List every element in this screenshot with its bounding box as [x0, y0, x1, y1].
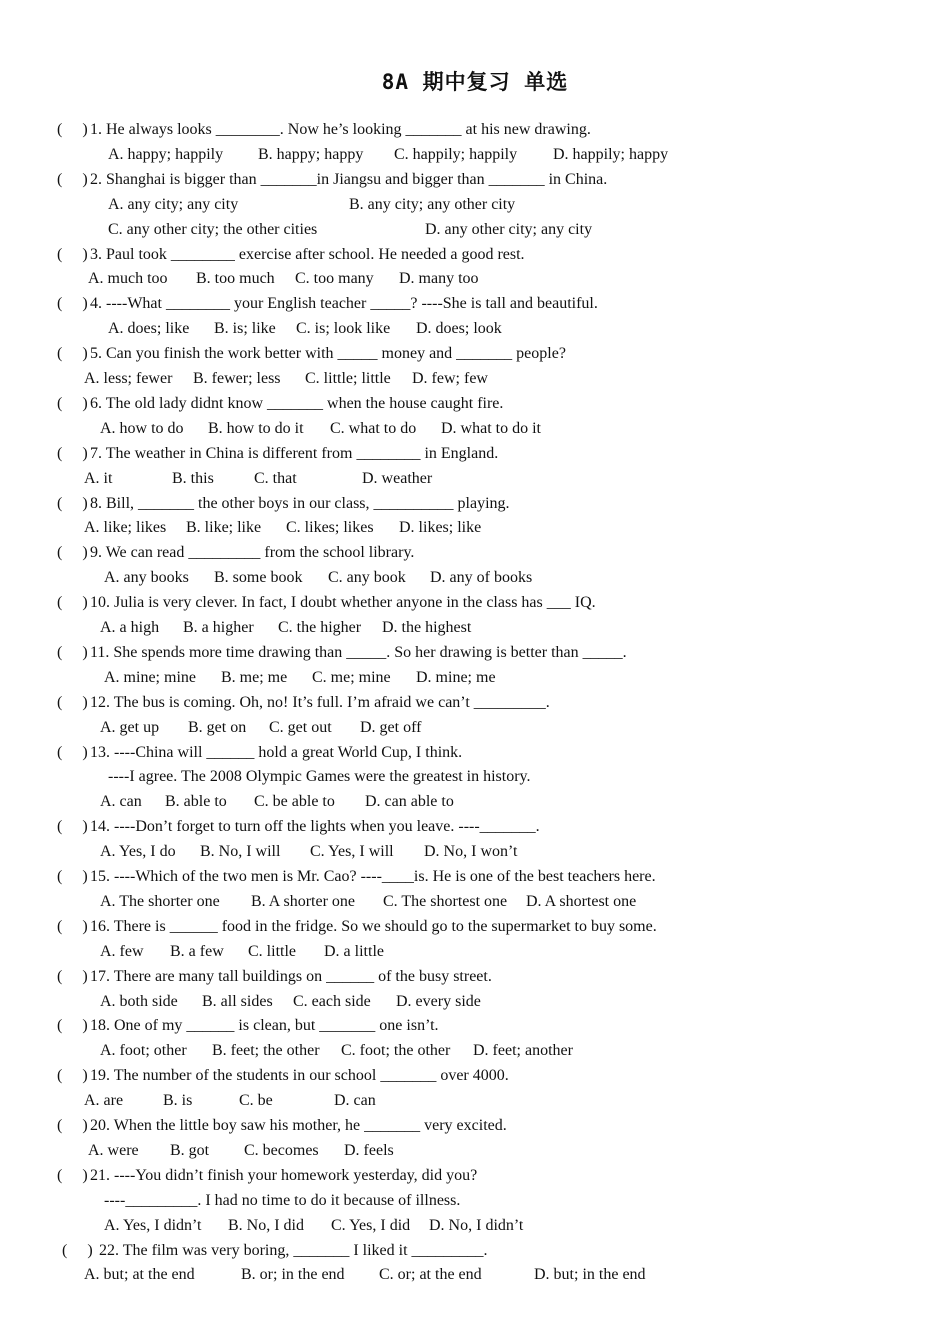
answer-option: A. Yes, I didn’t [104, 1216, 202, 1234]
question-text: 17. There are many tall buildings on ______ of the busy street. [90, 967, 492, 985]
question-text: 18. One of my ______ is clean, but _______ one isn’t. [90, 1017, 439, 1035]
answer-blank[interactable]: ( ) [57, 967, 88, 985]
answer-option: D. any other city; any city [425, 220, 593, 238]
answer-option: B. No, I did [228, 1216, 304, 1234]
answer-option: D. any of books [430, 569, 533, 587]
answer-option: B. this [172, 469, 214, 487]
answer-blank[interactable]: ( ) [57, 394, 88, 412]
answer-blank[interactable]: ( ) [57, 295, 88, 313]
answer-option: A. less; fewer [84, 370, 173, 387]
answer-option: C. Yes, I did [331, 1216, 411, 1234]
answer-option: ----I agree. The 2008 Olympic Games were the greatest in history. [108, 768, 531, 786]
answer-option: D. mine; me [416, 668, 496, 686]
answer-option: C. little; little [305, 370, 391, 387]
answer-option: C. is; look like [296, 320, 391, 338]
answer-option: D. does; look [416, 320, 502, 338]
answer-option: A. both side [100, 992, 178, 1010]
answer-option: C. that [254, 469, 297, 487]
answer-option: D. can able to [365, 793, 454, 811]
question-text: 11. She spends more time drawing than _____. So her drawing is better than _____. [90, 643, 627, 661]
answer-blank[interactable]: ( ) [62, 1241, 93, 1259]
answer-option: A. get up [100, 718, 160, 736]
answer-option: B. me; me [221, 668, 288, 686]
question-text: 16. There is ______ food in the fridge. So we should go to the supermarket to buy some. [90, 917, 657, 935]
answer-blank[interactable]: ( ) [57, 693, 88, 711]
answer-option: B. like; like [186, 519, 262, 537]
answer-option: B. how to do it [208, 419, 304, 437]
answer-option: D. No, I didn’t [429, 1216, 524, 1234]
answer-option: B. some book [214, 569, 303, 587]
answer-option: A. few [100, 942, 144, 960]
answer-blank[interactable]: ( ) [57, 643, 88, 661]
answer-option: A. Yes, I do [100, 843, 176, 861]
answer-option: D. a little [324, 942, 384, 960]
answer-blank[interactable]: ( ) [57, 245, 88, 263]
answer-option: A. are [84, 1092, 124, 1110]
answer-option: D. likes; like [399, 519, 482, 537]
question-text: 6. The old lady didnt know _______ when the house caught fire. [90, 394, 504, 412]
answer-option: C. each side [293, 992, 371, 1010]
question-text: 12. The bus is coming. Oh, no! It’s full. I’m afraid we can’t _________. [90, 693, 550, 711]
answer-option: A. happy; happily [108, 145, 224, 163]
answer-option: A. a high [100, 619, 160, 636]
answer-option: B. is; like [214, 320, 276, 338]
answer-option: C. what to do [330, 419, 417, 437]
answer-blank[interactable]: ( ) [57, 1117, 88, 1134]
answer-option: A. much too [88, 270, 168, 288]
answer-option: B. or; in the end [241, 1266, 345, 1284]
answer-option: ----_________. I had no time to do it because of illness. [104, 1191, 461, 1209]
answer-option: C. The shortest one [383, 892, 508, 910]
answer-option: A. were [88, 1141, 139, 1159]
answer-option: B. able to [165, 793, 227, 811]
answer-option: C. get out [269, 718, 332, 736]
answer-option: A. how to do [100, 419, 184, 437]
answer-option: C. the higher [278, 619, 362, 636]
question-text: 3. Paul took ________ exercise after school. He needed a good rest. [90, 245, 525, 263]
answer-option: D. what to do it [441, 419, 541, 437]
answer-option: C. little [248, 942, 296, 960]
answer-option: B. all sides [202, 992, 273, 1010]
answer-blank[interactable]: ( ) [57, 170, 88, 188]
answer-option: B. feet; the other [212, 1042, 320, 1060]
answer-option: C. or; at the end [379, 1266, 482, 1284]
answer-option: D. many too [399, 270, 479, 288]
question-text: 7. The weather in China is different from ________ in England. [90, 444, 499, 462]
answer-blank[interactable]: ( ) [57, 121, 88, 138]
question-text: 10. Julia is very clever. In fact, I doubt whether anyone in the class has ___ IQ. [90, 594, 596, 612]
answer-option: D. can [334, 1092, 376, 1110]
question-text: 15. ----Which of the two men is Mr. Cao? ----____is. He is one of the best teachers here. [90, 868, 656, 885]
answer-option: C. be able to [254, 793, 335, 811]
answer-blank[interactable]: ( ) [57, 594, 88, 612]
question-text: 4. ----What ________ your English teacher _____? ----She is tall and beautiful. [90, 295, 598, 313]
answer-option: B. fewer; less [193, 370, 281, 387]
answer-blank[interactable]: ( ) [57, 1067, 88, 1085]
answer-option: B. any city; any other city [349, 195, 516, 213]
answer-option: B. happy; happy [258, 145, 364, 163]
answer-option: B. a higher [183, 619, 254, 636]
answer-option: B. got [170, 1141, 210, 1159]
answer-option: D. get off [360, 718, 422, 736]
answer-option: C. any book [328, 569, 406, 587]
answer-option: C. Yes, I will [310, 843, 394, 861]
question-text: 13. ----China will ______ hold a great World Cup, I think. [90, 743, 463, 761]
answer-option: A. any books [104, 569, 189, 587]
answer-option: A. it [84, 469, 113, 487]
question-text: 5. Can you finish the work better with _____ money and _______ people? [90, 345, 566, 363]
answer-option: A. mine; mine [104, 668, 196, 686]
answer-option: B. is [163, 1092, 193, 1110]
answer-option: B. A shorter one [251, 892, 355, 910]
answer-option: C. happily; happily [394, 145, 518, 163]
answer-option: D. but; in the end [534, 1266, 646, 1284]
question-text: 14. ----Don’t forget to turn off the lights when you leave. ----_______. [90, 818, 540, 836]
answer-option: A. The shorter one [100, 892, 220, 910]
question-text: 9. We can read _________ from the school library. [90, 544, 415, 562]
answer-option: C. too many [295, 270, 374, 288]
page-title: 8A 期中复习 单选 [381, 70, 569, 94]
answer-option: B. too much [196, 270, 275, 288]
answer-blank[interactable]: ( ) [57, 494, 88, 512]
answer-option: A. foot; other [100, 1042, 187, 1060]
answer-option: B. a few [170, 942, 224, 960]
answer-option: D. feels [344, 1141, 394, 1159]
answer-option: C. be [239, 1092, 273, 1110]
answer-option: C. me; mine [312, 668, 391, 686]
answer-option: D. No, I won’t [424, 843, 518, 861]
question-text: 1. He always looks ________. Now he’s looking _______ at his new drawing. [90, 121, 591, 138]
answer-option: B. get on [188, 718, 247, 736]
answer-option: C. likes; likes [286, 519, 374, 537]
answer-option: D. feet; another [473, 1042, 573, 1060]
question-text: 8. Bill, _______ the other boys in our class, __________ playing. [90, 494, 510, 512]
answer-blank[interactable]: ( ) [57, 818, 88, 836]
answer-option: C. foot; the other [341, 1042, 451, 1060]
answer-option: D. few; few [412, 370, 488, 387]
answer-blank[interactable]: ( ) [57, 544, 88, 562]
answer-blank[interactable]: ( ) [57, 917, 88, 935]
answer-option: A. but; at the end [84, 1266, 195, 1284]
answer-option: C. any other city; the other cities [108, 220, 318, 238]
answer-blank[interactable]: ( ) [57, 345, 88, 363]
answer-option: C. becomes [244, 1141, 319, 1159]
answer-blank[interactable]: ( ) [57, 1166, 88, 1184]
answer-option: D. the highest [382, 619, 472, 636]
answer-option: A. can [100, 793, 142, 811]
answer-option: D. happily; happy [553, 145, 669, 163]
answer-option: A. does; like [108, 320, 190, 338]
answer-option: D. weather [362, 469, 433, 487]
question-text: 20. When the little boy saw his mother, he _______ very excited. [90, 1117, 507, 1134]
answer-option: D. every side [396, 992, 481, 1010]
question-text: 22. The film was very boring, _______ I liked it _________. [99, 1241, 488, 1259]
answer-blank[interactable]: ( ) [57, 868, 88, 885]
answer-option: B. No, I will [200, 843, 281, 861]
question-text: 19. The number of the students in our school _______ over 4000. [90, 1067, 509, 1085]
answer-option: A. any city; any city [108, 195, 239, 213]
answer-blank[interactable]: ( ) [57, 444, 88, 462]
answer-option: D. A shortest one [526, 892, 637, 910]
question-text: 2. Shanghai is bigger than _______in Jiangsu and bigger than _______ in China. [90, 170, 608, 188]
answer-blank[interactable]: ( ) [57, 743, 88, 761]
answer-option: A. like; likes [84, 519, 167, 537]
answer-blank[interactable]: ( ) [57, 1017, 88, 1035]
question-text: 21. ----You didn’t finish your homework yesterday, did you? [90, 1166, 478, 1184]
